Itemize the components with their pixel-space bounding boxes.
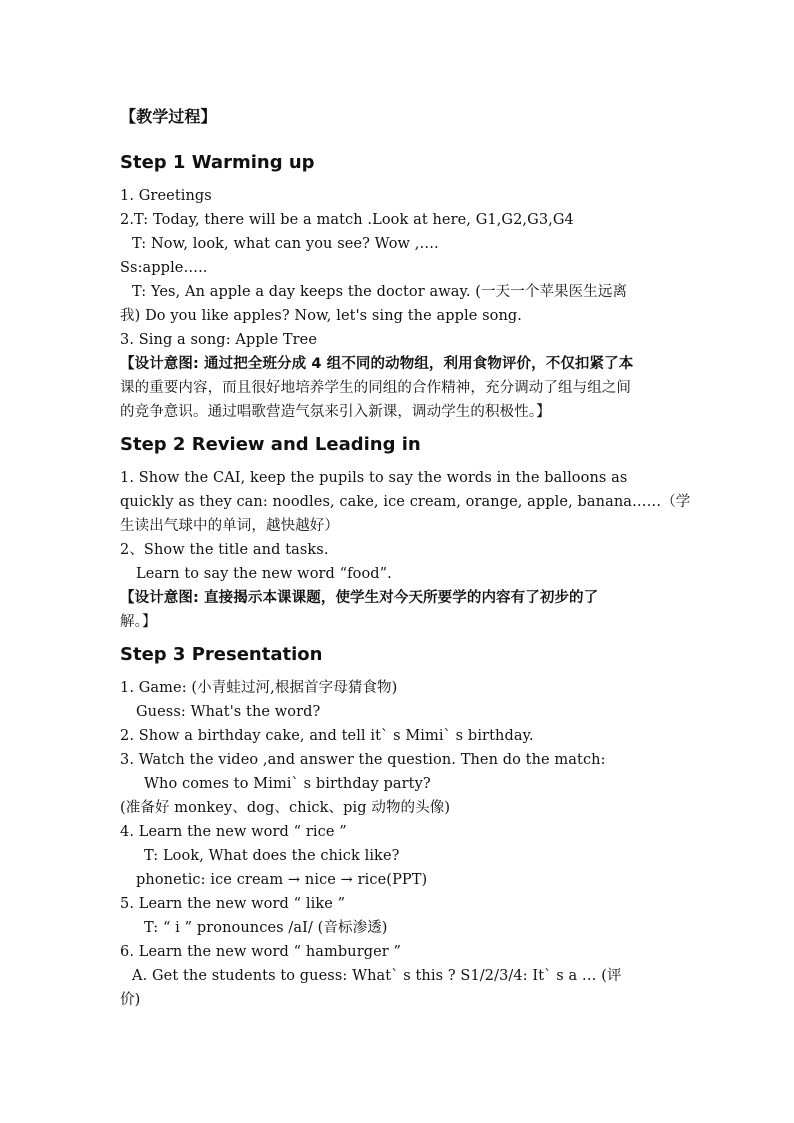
- document-header: 【教学过程】: [120, 107, 217, 126]
- step1-line-5: T: Yes, An apple a day keeps the doctor away. (一天一个苹果医生远离: [132, 284, 628, 300]
- step1-line-1: 1. Greetings: [120, 188, 212, 204]
- step3-line-11: T: “ i ” pronounces /aI/ (音标渗透): [144, 920, 388, 936]
- step2-line-1: 1. Show the CAI, keep the pupils to say the words in the balloons as: [120, 470, 628, 486]
- step3-line-4: 3. Watch the video ,and answer the question. Then do the match:: [120, 752, 606, 768]
- step1-title: Step 1 Warming up: [120, 152, 315, 173]
- step2-line-3: 生读出气球中的单词，越快越好）: [120, 518, 339, 534]
- step2-intent-2: 解。】: [120, 614, 157, 630]
- step3-line-6: (准备好 monkey、dog、chick、pig 动物的头像): [120, 800, 451, 816]
- step1-line-6: 我) Do you like apples? Now, let's sing the apple song.: [120, 308, 523, 324]
- step3-line-13: A. Get the students to guess: What` s this ? S1/2/3/4: It` s a … (评: [132, 968, 622, 984]
- step3-line-2: Guess: What's the word?: [136, 704, 321, 720]
- step2-intent-1: 【设计意图: 直接揭示本课课题，使学生对今天所要学的内容有了初步的了: [120, 590, 599, 606]
- step2-line-5: Learn to say the new word “food”.: [136, 566, 392, 582]
- step1-line-3: T: Now, look, what can you see? Wow ,….: [132, 236, 439, 252]
- step3-line-9: phonetic: ice cream → nice → rice(PPT): [136, 872, 428, 888]
- step3-title: Step 3 Presentation: [120, 644, 323, 665]
- step3-line-14: 价): [120, 992, 141, 1008]
- step2-line-2: quickly as they can: noodles, cake, ice cream, orange, apple, banana……（学: [120, 494, 691, 510]
- lesson-document: [120, 104, 691, 1012]
- step3-line-7: 4. Learn the new word “ rice ”: [120, 824, 347, 840]
- step1-line-4: Ss:apple…..: [120, 260, 208, 276]
- step3-line-5: Who comes to Mimi` s birthday party?: [144, 776, 431, 792]
- step1-intent-2: 课的重要内容，而且很好地培养学生的同组的合作精神，充分调动了组与组之间: [120, 380, 631, 396]
- step3-line-10: 5. Learn the new word “ like ”: [120, 896, 346, 912]
- step1-intent-3: 的竞争意识。通过唱歌营造气氛来引入新课，调动学生的积极性。】: [120, 404, 551, 420]
- step1-intent-1: 【设计意图: 通过把全班分成 4 组不同的动物组，利用食物评价，不仅扣紧了本: [120, 356, 634, 372]
- step3-line-1: 1. Game: (小青蛙过河,根据首字母猜食物): [120, 680, 398, 696]
- step3-line-8: T: Look, What does the chick like?: [144, 848, 400, 864]
- step2-title: Step 2 Review and Leading in: [120, 434, 421, 455]
- step3-line-3: 2. Show a birthday cake, and tell it` s Mimi` s birthday.: [120, 728, 534, 744]
- step3-line-12: 6. Learn the new word “ hamburger ”: [120, 944, 402, 960]
- step2-line-4: 2、Show the title and tasks.: [120, 542, 329, 558]
- step1-line-7: 3. Sing a song: Apple Tree: [120, 332, 318, 348]
- step1-line-2: 2.T: Today, there will be a match .Look at here, G1,G2,G3,G4: [120, 212, 574, 228]
